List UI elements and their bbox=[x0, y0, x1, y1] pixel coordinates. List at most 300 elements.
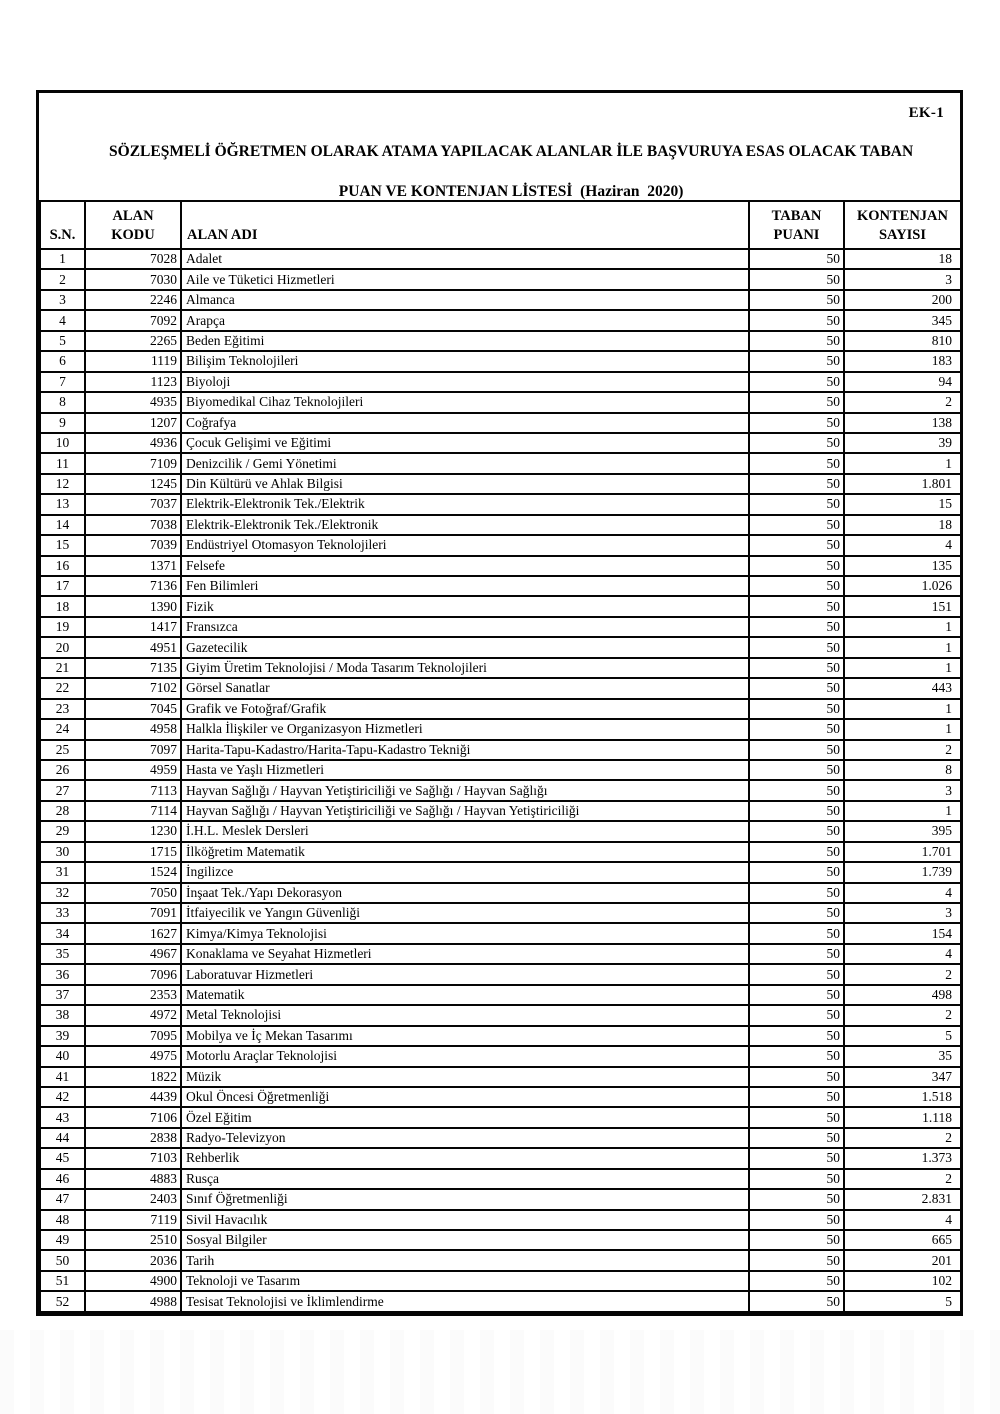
cell-alan-adi: Motorlu Araçlar Teknolojisi bbox=[181, 1046, 749, 1066]
cell-sn: 47 bbox=[40, 1189, 85, 1209]
cell-taban-puani: 50 bbox=[749, 556, 844, 576]
column-header-taban-puani: TABAN PUANI bbox=[749, 201, 844, 249]
cell-alan-adi: Arapça bbox=[181, 310, 749, 330]
table-row bbox=[40, 1107, 961, 1127]
cell-alan-adi: Görsel Sanatlar bbox=[181, 678, 749, 698]
table-row bbox=[40, 413, 961, 433]
cell-sn: 29 bbox=[40, 821, 85, 841]
table-row bbox=[40, 596, 961, 616]
cell-alan-kodu: 4935 bbox=[85, 392, 181, 412]
table-row bbox=[40, 617, 961, 637]
table-row bbox=[40, 556, 961, 576]
cell-alan-kodu: 7119 bbox=[85, 1210, 181, 1230]
cell-sn: 23 bbox=[40, 699, 85, 719]
table-row bbox=[40, 678, 961, 698]
cell-alan-adi: Sivil Havacılık bbox=[181, 1210, 749, 1230]
cell-kontenjan: 39 bbox=[844, 433, 961, 453]
cell-taban-puani: 50 bbox=[749, 1271, 844, 1291]
cell-taban-puani: 50 bbox=[749, 249, 844, 269]
cell-sn: 38 bbox=[40, 1005, 85, 1025]
cell-alan-kodu: 7030 bbox=[85, 269, 181, 289]
cell-kontenjan: 4 bbox=[844, 944, 961, 964]
cell-taban-puani: 50 bbox=[749, 719, 844, 739]
cell-taban-puani: 50 bbox=[749, 637, 844, 657]
cell-alan-adi: Elektrik-Elektronik Tek./Elektronik bbox=[181, 515, 749, 535]
cell-sn: 2 bbox=[40, 269, 85, 289]
table-row bbox=[40, 474, 961, 494]
cell-kontenjan: 151 bbox=[844, 596, 961, 616]
cell-alan-adi: Kimya/Kimya Teknolojisi bbox=[181, 923, 749, 943]
cell-sn: 44 bbox=[40, 1128, 85, 1148]
cell-alan-adi: Hayvan Sağlığı / Hayvan Yetiştiriciliği ve Sağlığı / Hayvan Sağlığı bbox=[181, 780, 749, 800]
cell-alan-adi: Matematik bbox=[181, 985, 749, 1005]
cell-alan-adi: Halkla İlişkiler ve Organizasyon Hizmetleri bbox=[181, 719, 749, 739]
cell-kontenjan: 4 bbox=[844, 535, 961, 555]
cell-alan-adi: Fizik bbox=[181, 596, 749, 616]
cell-alan-kodu: 7136 bbox=[85, 576, 181, 596]
cell-taban-puani: 50 bbox=[749, 658, 844, 678]
cell-kontenjan: 1 bbox=[844, 699, 961, 719]
cell-alan-kodu: 7028 bbox=[85, 249, 181, 269]
table-body bbox=[40, 249, 961, 1312]
table-row bbox=[40, 576, 961, 596]
cell-alan-adi: İtfaiyecilik ve Yangın Güvenliği bbox=[181, 903, 749, 923]
table-row bbox=[40, 249, 961, 269]
cell-taban-puani: 50 bbox=[749, 883, 844, 903]
cell-sn: 46 bbox=[40, 1169, 85, 1189]
cell-sn: 43 bbox=[40, 1107, 85, 1127]
cell-taban-puani: 50 bbox=[749, 1250, 844, 1270]
cell-alan-kodu: 1123 bbox=[85, 372, 181, 392]
table-row bbox=[40, 719, 961, 739]
cell-alan-kodu: 1627 bbox=[85, 923, 181, 943]
cell-alan-kodu: 4951 bbox=[85, 637, 181, 657]
cell-alan-kodu: 7092 bbox=[85, 310, 181, 330]
cell-kontenjan: 8 bbox=[844, 760, 961, 780]
cell-sn: 13 bbox=[40, 494, 85, 514]
column-header-kontenjan-sayisi: KONTENJAN SAYISI bbox=[844, 201, 961, 249]
cell-alan-adi: Radyo-Televizyon bbox=[181, 1128, 749, 1148]
cell-kontenjan: 810 bbox=[844, 331, 961, 351]
cell-kontenjan: 1.373 bbox=[844, 1148, 961, 1168]
cell-alan-adi: Harita-Tapu-Kadastro/Harita-Tapu-Kadastro Tekniği bbox=[181, 740, 749, 760]
cell-alan-adi: Aile ve Tüketici Hizmetleri bbox=[181, 269, 749, 289]
cell-alan-adi: Grafik ve Fotoğraf/Grafik bbox=[181, 699, 749, 719]
cell-alan-adi: Adalet bbox=[181, 249, 749, 269]
cell-sn: 28 bbox=[40, 801, 85, 821]
cell-kontenjan: 201 bbox=[844, 1250, 961, 1270]
table-row bbox=[40, 944, 961, 964]
cell-kontenjan: 18 bbox=[844, 249, 961, 269]
cell-alan-adi: Gazetecilik bbox=[181, 637, 749, 657]
cell-alan-kodu: 2353 bbox=[85, 985, 181, 1005]
table-row bbox=[40, 1230, 961, 1250]
table-row bbox=[40, 1189, 961, 1209]
cell-alan-kodu: 4959 bbox=[85, 760, 181, 780]
cell-sn: 40 bbox=[40, 1046, 85, 1066]
cell-alan-adi: Almanca bbox=[181, 290, 749, 310]
cell-alan-kodu: 7114 bbox=[85, 801, 181, 821]
cell-sn: 11 bbox=[40, 453, 85, 473]
cell-kontenjan: 395 bbox=[844, 821, 961, 841]
cell-taban-puani: 50 bbox=[749, 310, 844, 330]
cell-taban-puani: 50 bbox=[749, 985, 844, 1005]
table-row bbox=[40, 1271, 961, 1291]
cell-alan-kodu: 7050 bbox=[85, 883, 181, 903]
cell-alan-kodu: 7091 bbox=[85, 903, 181, 923]
cell-kontenjan: 498 bbox=[844, 985, 961, 1005]
cell-taban-puani: 50 bbox=[749, 842, 844, 862]
table-row bbox=[40, 331, 961, 351]
cell-sn: 8 bbox=[40, 392, 85, 412]
cell-alan-kodu: 7106 bbox=[85, 1107, 181, 1127]
table-row bbox=[40, 433, 961, 453]
cell-sn: 9 bbox=[40, 413, 85, 433]
cell-alan-kodu: 2510 bbox=[85, 1230, 181, 1250]
page-title-line2: PUAN VE KONTENJAN LİSTESİ (Haziran 2020) bbox=[338, 183, 684, 200]
cell-kontenjan: 1.801 bbox=[844, 474, 961, 494]
cell-kontenjan: 35 bbox=[844, 1046, 961, 1066]
cell-kontenjan: 94 bbox=[844, 372, 961, 392]
column-header-alan-kodu: ALAN KODU bbox=[85, 201, 181, 249]
cell-kontenjan: 3 bbox=[844, 780, 961, 800]
cell-kontenjan: 1.701 bbox=[844, 842, 961, 862]
cell-alan-kodu: 1371 bbox=[85, 556, 181, 576]
cell-sn: 51 bbox=[40, 1271, 85, 1291]
table-row bbox=[40, 351, 961, 371]
cell-kontenjan: 183 bbox=[844, 351, 961, 371]
table-row bbox=[40, 780, 961, 800]
cell-sn: 24 bbox=[40, 719, 85, 739]
cell-sn: 33 bbox=[40, 903, 85, 923]
cell-kontenjan: 1 bbox=[844, 453, 961, 473]
cell-kontenjan: 2 bbox=[844, 964, 961, 984]
cell-sn: 25 bbox=[40, 740, 85, 760]
page-title-line1: SÖZLEŞMELİ ÖĞRETMEN OLARAK ATAMA YAPILACAK ALANLAR İLE BAŞVURUYA ESAS OLACAK TABAN bbox=[109, 143, 914, 160]
cell-sn: 37 bbox=[40, 985, 85, 1005]
cell-alan-kodu: 1417 bbox=[85, 617, 181, 637]
cell-kontenjan: 1 bbox=[844, 637, 961, 657]
cell-alan-kodu: 4439 bbox=[85, 1087, 181, 1107]
cell-alan-adi: Özel Eğitim bbox=[181, 1107, 749, 1127]
cell-kontenjan: 1.518 bbox=[844, 1087, 961, 1107]
cell-alan-kodu: 7113 bbox=[85, 780, 181, 800]
cell-sn: 48 bbox=[40, 1210, 85, 1230]
cell-taban-puani: 50 bbox=[749, 1169, 844, 1189]
cell-kontenjan: 1 bbox=[844, 658, 961, 678]
table-row bbox=[40, 1210, 961, 1230]
table-row bbox=[40, 699, 961, 719]
cell-taban-puani: 50 bbox=[749, 515, 844, 535]
table-row bbox=[40, 801, 961, 821]
cell-kontenjan: 1.739 bbox=[844, 862, 961, 882]
document-sheet bbox=[36, 90, 963, 1316]
cell-alan-kodu: 7135 bbox=[85, 658, 181, 678]
cell-taban-puani: 50 bbox=[749, 576, 844, 596]
table-row bbox=[40, 494, 961, 514]
cell-alan-kodu: 1715 bbox=[85, 842, 181, 862]
table-row bbox=[40, 290, 961, 310]
cell-alan-adi: İngilizce bbox=[181, 862, 749, 882]
cell-alan-adi: İ.H.L. Meslek Dersleri bbox=[181, 821, 749, 841]
cell-alan-kodu: 1524 bbox=[85, 862, 181, 882]
cell-alan-kodu: 1390 bbox=[85, 596, 181, 616]
cell-sn: 39 bbox=[40, 1026, 85, 1046]
cell-kontenjan: 4 bbox=[844, 1210, 961, 1230]
table-row bbox=[40, 310, 961, 330]
cell-kontenjan: 15 bbox=[844, 494, 961, 514]
cell-sn: 10 bbox=[40, 433, 85, 453]
cell-sn: 45 bbox=[40, 1148, 85, 1168]
table-row bbox=[40, 392, 961, 412]
cell-kontenjan: 3 bbox=[844, 269, 961, 289]
table-row bbox=[40, 1067, 961, 1087]
cell-alan-adi: Endüstriyel Otomasyon Teknolojileri bbox=[181, 535, 749, 555]
cell-sn: 26 bbox=[40, 760, 85, 780]
cell-sn: 18 bbox=[40, 596, 85, 616]
cell-alan-adi: Fen Bilimleri bbox=[181, 576, 749, 596]
cell-taban-puani: 50 bbox=[749, 862, 844, 882]
cell-kontenjan: 2 bbox=[844, 1005, 961, 1025]
cell-alan-adi: Giyim Üretim Teknolojisi / Moda Tasarım Teknolojileri bbox=[181, 658, 749, 678]
cell-alan-kodu: 7103 bbox=[85, 1148, 181, 1168]
cell-taban-puani: 50 bbox=[749, 903, 844, 923]
cell-alan-kodu: 7039 bbox=[85, 535, 181, 555]
cell-taban-puani: 50 bbox=[749, 453, 844, 473]
cell-kontenjan: 5 bbox=[844, 1026, 961, 1046]
cell-alan-kodu: 7037 bbox=[85, 494, 181, 514]
cell-taban-puani: 50 bbox=[749, 699, 844, 719]
cell-kontenjan: 1.118 bbox=[844, 1107, 961, 1127]
table-row bbox=[40, 964, 961, 984]
cell-sn: 32 bbox=[40, 883, 85, 903]
table-row bbox=[40, 1291, 961, 1311]
cell-taban-puani: 50 bbox=[749, 392, 844, 412]
cell-taban-puani: 50 bbox=[749, 269, 844, 289]
cell-alan-kodu: 1822 bbox=[85, 1067, 181, 1087]
cell-alan-adi: Felsefe bbox=[181, 556, 749, 576]
cell-taban-puani: 50 bbox=[749, 1026, 844, 1046]
cell-taban-puani: 50 bbox=[749, 535, 844, 555]
cell-taban-puani: 50 bbox=[749, 1210, 844, 1230]
cell-taban-puani: 50 bbox=[749, 331, 844, 351]
cell-taban-puani: 50 bbox=[749, 1230, 844, 1250]
cell-sn: 3 bbox=[40, 290, 85, 310]
table-row bbox=[40, 883, 961, 903]
cell-alan-kodu: 7109 bbox=[85, 453, 181, 473]
cell-alan-adi: Elektrik-Elektronik Tek./Elektrik bbox=[181, 494, 749, 514]
cell-alan-adi: Sınıf Öğretmenliği bbox=[181, 1189, 749, 1209]
cell-alan-adi: İnşaat Tek./Yapı Dekorasyon bbox=[181, 883, 749, 903]
cell-alan-adi: Hasta ve Yaşlı Hizmetleri bbox=[181, 760, 749, 780]
cell-alan-kodu: 4883 bbox=[85, 1169, 181, 1189]
table-row bbox=[40, 1128, 961, 1148]
cell-taban-puani: 50 bbox=[749, 1067, 844, 1087]
cell-sn: 50 bbox=[40, 1250, 85, 1270]
cell-kontenjan: 2 bbox=[844, 1128, 961, 1148]
cell-kontenjan: 102 bbox=[844, 1271, 961, 1291]
cell-alan-kodu: 7096 bbox=[85, 964, 181, 984]
cell-taban-puani: 50 bbox=[749, 494, 844, 514]
cell-taban-puani: 50 bbox=[749, 1107, 844, 1127]
cell-taban-puani: 50 bbox=[749, 923, 844, 943]
cell-sn: 22 bbox=[40, 678, 85, 698]
cell-alan-adi: Rusça bbox=[181, 1169, 749, 1189]
cell-sn: 49 bbox=[40, 1230, 85, 1250]
cell-taban-puani: 50 bbox=[749, 1189, 844, 1209]
cell-sn: 6 bbox=[40, 351, 85, 371]
cell-taban-puani: 50 bbox=[749, 433, 844, 453]
table-row bbox=[40, 903, 961, 923]
cell-sn: 41 bbox=[40, 1067, 85, 1087]
cell-sn: 34 bbox=[40, 923, 85, 943]
cell-sn: 52 bbox=[40, 1291, 85, 1311]
table-row bbox=[40, 535, 961, 555]
cell-alan-kodu: 4988 bbox=[85, 1291, 181, 1311]
table-row bbox=[40, 760, 961, 780]
cell-kontenjan: 2 bbox=[844, 740, 961, 760]
table-row bbox=[40, 1026, 961, 1046]
cell-taban-puani: 50 bbox=[749, 413, 844, 433]
cell-kontenjan: 443 bbox=[844, 678, 961, 698]
cell-kontenjan: 1 bbox=[844, 719, 961, 739]
cell-alan-kodu: 4975 bbox=[85, 1046, 181, 1066]
cell-taban-puani: 50 bbox=[749, 474, 844, 494]
cell-sn: 31 bbox=[40, 862, 85, 882]
cell-sn: 20 bbox=[40, 637, 85, 657]
cell-kontenjan: 154 bbox=[844, 923, 961, 943]
cell-alan-adi: Biyoloji bbox=[181, 372, 749, 392]
cell-taban-puani: 50 bbox=[749, 596, 844, 616]
quota-table bbox=[39, 200, 962, 1313]
cell-alan-kodu: 1119 bbox=[85, 351, 181, 371]
cell-alan-kodu: 1230 bbox=[85, 821, 181, 841]
cell-sn: 21 bbox=[40, 658, 85, 678]
cell-sn: 15 bbox=[40, 535, 85, 555]
cell-taban-puani: 50 bbox=[749, 351, 844, 371]
column-header-sn: S.N. bbox=[40, 201, 85, 249]
cell-alan-adi: Sosyal Bilgiler bbox=[181, 1230, 749, 1250]
cell-sn: 4 bbox=[40, 310, 85, 330]
cell-sn: 27 bbox=[40, 780, 85, 800]
table-row bbox=[40, 1169, 961, 1189]
table-row bbox=[40, 842, 961, 862]
table-row bbox=[40, 372, 961, 392]
table-row bbox=[40, 1250, 961, 1270]
table-row bbox=[40, 637, 961, 657]
table-row bbox=[40, 1046, 961, 1066]
table-row bbox=[40, 1005, 961, 1025]
cell-sn: 42 bbox=[40, 1087, 85, 1107]
cell-kontenjan: 1.026 bbox=[844, 576, 961, 596]
cell-alan-kodu: 2246 bbox=[85, 290, 181, 310]
cell-alan-kodu: 7095 bbox=[85, 1026, 181, 1046]
document-header bbox=[39, 93, 960, 200]
annex-tag: EK-1 bbox=[908, 105, 944, 121]
cell-alan-adi: Müzik bbox=[181, 1067, 749, 1087]
table-row bbox=[40, 515, 961, 535]
cell-sn: 1 bbox=[40, 249, 85, 269]
scan-bleed-artifact bbox=[0, 1330, 1000, 1414]
cell-alan-kodu: 4936 bbox=[85, 433, 181, 453]
cell-kontenjan: 345 bbox=[844, 310, 961, 330]
table-row bbox=[40, 1148, 961, 1168]
table-row bbox=[40, 985, 961, 1005]
cell-alan-adi: Laboratuvar Hizmetleri bbox=[181, 964, 749, 984]
cell-kontenjan: 200 bbox=[844, 290, 961, 310]
cell-taban-puani: 50 bbox=[749, 740, 844, 760]
cell-alan-adi: Fransızca bbox=[181, 617, 749, 637]
cell-sn: 12 bbox=[40, 474, 85, 494]
cell-taban-puani: 50 bbox=[749, 1128, 844, 1148]
cell-kontenjan: 2.831 bbox=[844, 1189, 961, 1209]
cell-taban-puani: 50 bbox=[749, 760, 844, 780]
cell-kontenjan: 18 bbox=[844, 515, 961, 535]
cell-alan-kodu: 7102 bbox=[85, 678, 181, 698]
cell-sn: 17 bbox=[40, 576, 85, 596]
cell-sn: 19 bbox=[40, 617, 85, 637]
cell-sn: 36 bbox=[40, 964, 85, 984]
cell-kontenjan: 3 bbox=[844, 903, 961, 923]
cell-taban-puani: 50 bbox=[749, 1148, 844, 1168]
cell-kontenjan: 135 bbox=[844, 556, 961, 576]
table-row bbox=[40, 658, 961, 678]
cell-alan-adi: Rehberlik bbox=[181, 1148, 749, 1168]
cell-sn: 30 bbox=[40, 842, 85, 862]
table-row bbox=[40, 821, 961, 841]
cell-taban-puani: 50 bbox=[749, 780, 844, 800]
table-row bbox=[40, 923, 961, 943]
cell-alan-kodu: 2838 bbox=[85, 1128, 181, 1148]
cell-taban-puani: 50 bbox=[749, 617, 844, 637]
cell-sn: 7 bbox=[40, 372, 85, 392]
cell-alan-adi: Denizcilik / Gemi Yönetimi bbox=[181, 453, 749, 473]
cell-taban-puani: 50 bbox=[749, 372, 844, 392]
cell-alan-kodu: 2036 bbox=[85, 1250, 181, 1270]
cell-alan-kodu: 1207 bbox=[85, 413, 181, 433]
cell-sn: 16 bbox=[40, 556, 85, 576]
cell-taban-puani: 50 bbox=[749, 801, 844, 821]
cell-alan-adi: Hayvan Sağlığı / Hayvan Yetiştiriciliği ve Sağlığı / Hayvan Yetiştiriciliği bbox=[181, 801, 749, 821]
cell-alan-kodu: 4958 bbox=[85, 719, 181, 739]
cell-taban-puani: 50 bbox=[749, 944, 844, 964]
table-row bbox=[40, 740, 961, 760]
cell-sn: 5 bbox=[40, 331, 85, 351]
cell-taban-puani: 50 bbox=[749, 678, 844, 698]
cell-kontenjan: 347 bbox=[844, 1067, 961, 1087]
cell-alan-adi: Metal Teknolojisi bbox=[181, 1005, 749, 1025]
table-row bbox=[40, 862, 961, 882]
cell-kontenjan: 1 bbox=[844, 617, 961, 637]
cell-alan-kodu: 2265 bbox=[85, 331, 181, 351]
cell-alan-kodu: 4967 bbox=[85, 944, 181, 964]
cell-alan-adi: Coğrafya bbox=[181, 413, 749, 433]
cell-sn: 35 bbox=[40, 944, 85, 964]
cell-sn: 14 bbox=[40, 515, 85, 535]
page-title bbox=[39, 122, 960, 228]
cell-alan-adi: Okul Öncesi Öğretmenliği bbox=[181, 1087, 749, 1107]
cell-taban-puani: 50 bbox=[749, 1291, 844, 1311]
cell-alan-adi: Mobilya ve İç Mekan Tasarımı bbox=[181, 1026, 749, 1046]
cell-alan-kodu: 4972 bbox=[85, 1005, 181, 1025]
cell-taban-puani: 50 bbox=[749, 821, 844, 841]
cell-alan-adi: Beden Eğitimi bbox=[181, 331, 749, 351]
cell-taban-puani: 50 bbox=[749, 1087, 844, 1107]
cell-alan-kodu: 7097 bbox=[85, 740, 181, 760]
cell-alan-kodu: 2403 bbox=[85, 1189, 181, 1209]
cell-taban-puani: 50 bbox=[749, 290, 844, 310]
cell-alan-adi: Teknoloji ve Tasarım bbox=[181, 1271, 749, 1291]
